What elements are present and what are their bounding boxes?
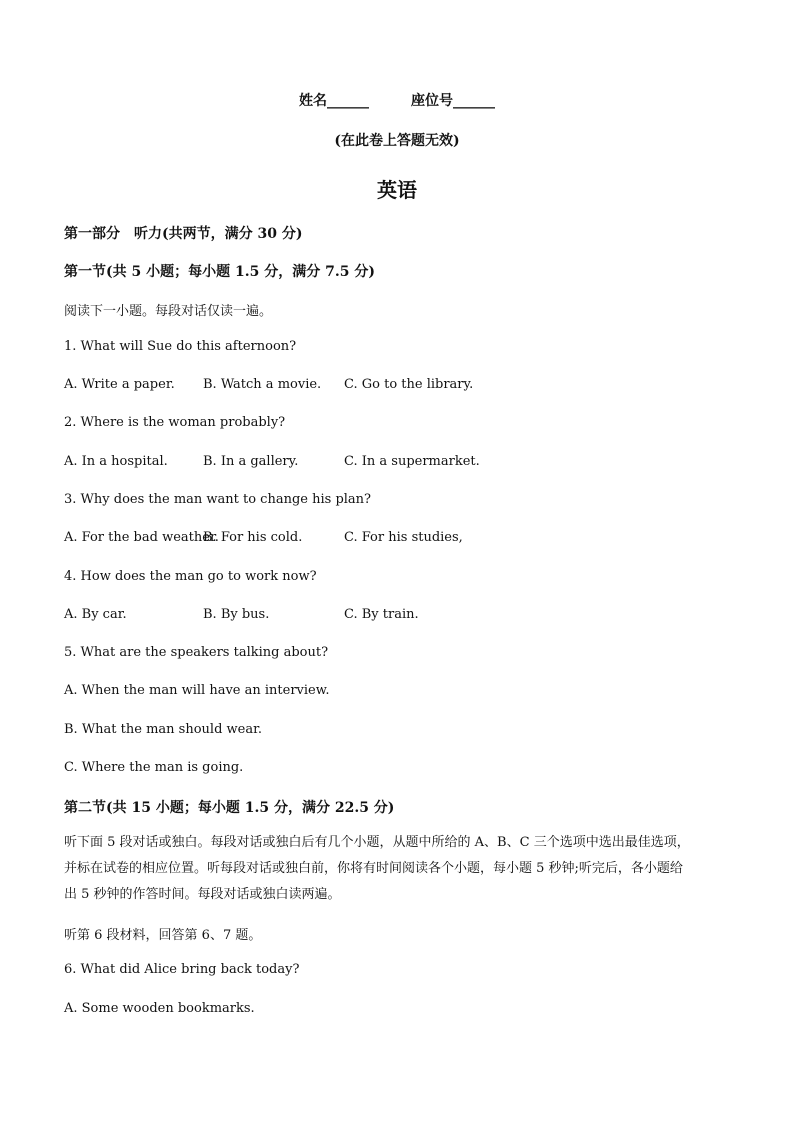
question-1: 1. What will Sue do this afternoon?: [64, 339, 297, 354]
option-c: C. Where the man is going.: [64, 760, 244, 775]
option-a: A. By car.: [64, 607, 127, 622]
seat-number-label: 座位号______: [411, 93, 495, 109]
instruction-line: 听下面 5 段对话或独白。每段对话或独白后有几个小题，从题中所给的 A、B、C 三个选项中选出最佳选项，: [64, 835, 690, 850]
question-6-option-a: A. Some wooden bookmarks.: [64, 1001, 255, 1016]
option-c: C. By train.: [344, 607, 419, 622]
question-5: 5. What are the speakers talking about?: [64, 645, 329, 660]
question-2: 2. Where is the woman probably?: [64, 415, 286, 430]
instruction-line: 并标在试卷的相应位置。听每段对话或独白前，你将有时间阅读各个小题，每小题 5 秒钟;听完后，各小题给: [64, 861, 683, 876]
invalid-answer-note: (在此卷上答题无效): [334, 133, 460, 149]
section2-heading: 第二节(共 15 小题；每小题 1.5 分，满分 22.5 分): [64, 800, 395, 816]
option-a: A. When the man will have an interview.: [64, 683, 330, 698]
material-intro: 听第 6 段材料，回答第 6、7 题。: [64, 928, 262, 943]
student-info-row: [0, 90, 794, 110]
option-b: B. In a gallery.: [203, 454, 299, 469]
option-a: A. For the bad weather.: [64, 530, 219, 545]
option-c: C. For his studies,: [344, 530, 463, 545]
option-c: C. Go to the library.: [344, 377, 474, 392]
question-3: 3. Why does the man want to change his plan?: [64, 492, 372, 507]
section1-instruction: 阅读下一小题。每段对话仅读一遍。: [64, 304, 273, 319]
option-b: B. For his cold.: [203, 530, 303, 545]
option-a: A. Write a paper.: [64, 377, 175, 392]
question-4: 4. How does the man go to work now?: [64, 569, 317, 584]
part1-heading: 第一部分 听力(共两节，满分 30 分): [64, 226, 303, 242]
option-b: B. What the man should wear.: [64, 722, 263, 737]
section2-instruction: [64, 830, 732, 908]
section1-heading: 第一节(共 5 小题；每小题 1.5 分，满分 7.5 分): [64, 264, 375, 280]
option-b: B. Watch a movie.: [203, 377, 322, 392]
name-field-label: 姓名______: [299, 93, 369, 109]
page-title: 英语: [377, 178, 417, 202]
option-c: C. In a supermarket.: [344, 454, 480, 469]
option-a: A. In a hospital.: [64, 454, 168, 469]
option-b: B. By bus.: [203, 607, 270, 622]
question-6: 6. What did Alice bring back today?: [64, 962, 300, 977]
instruction-line: 出 5 秒钟的作答时间。每段对话或独白读两遍。: [64, 887, 341, 902]
